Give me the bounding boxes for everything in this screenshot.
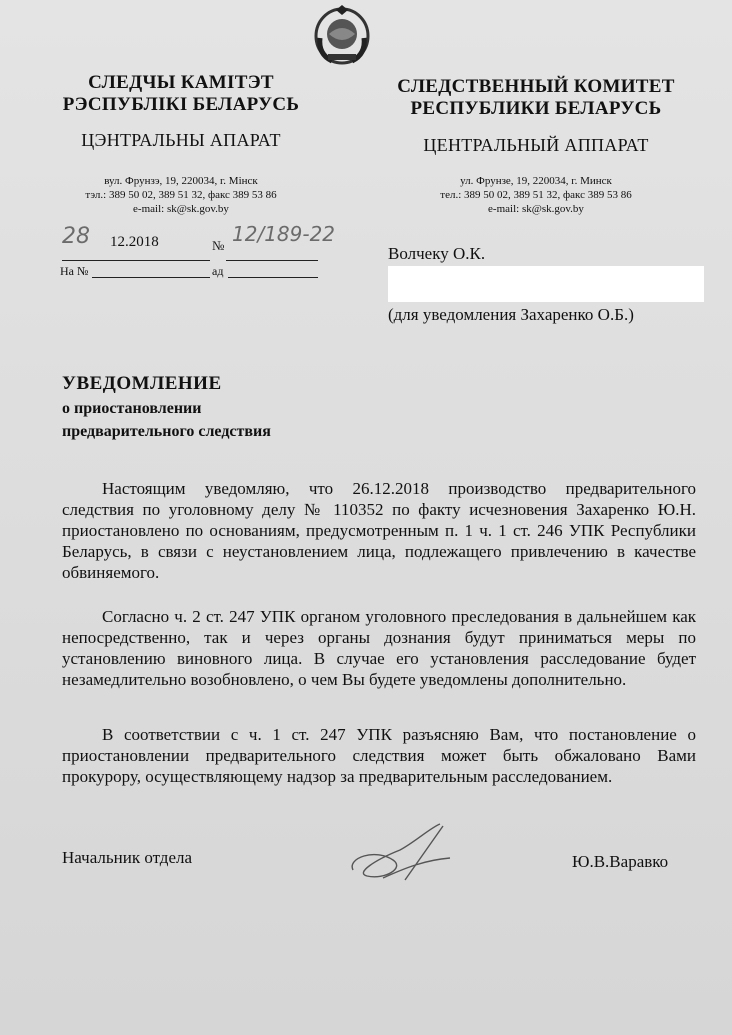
email-line: e-mail: sk@sk.gov.by	[133, 203, 229, 215]
body-paragraph-1: Настоящим уведомляю, что 26.12.2018 производство предварительного следствия по уголовному делу № 110352 по факту исчезновения Захаренко Ю.Н. приостановлено по основаниям, предусмотренным п. 1 ч. 1 ст. 246 УПК Республики Беларусь, в связи с неустановлением лица, подлежащего привлечению в качестве обвиняемого.	[62, 479, 696, 582]
date-printed: 12.2018	[110, 234, 159, 250]
recipient-note: (для уведомления Захаренко О.Б.)	[388, 305, 634, 324]
org-name-line1: СЛЕДЧЫ КАМІТЭТ	[88, 72, 274, 93]
number-handwritten: 12/189-22	[232, 222, 336, 246]
document-subtitle-line1: о приостановлении	[62, 400, 202, 417]
address-block-belarusian	[46, 174, 316, 216]
address-line: вул. Фрунзэ, 19, 220034, г. Мінск	[104, 175, 258, 187]
ref-underline	[92, 265, 210, 278]
handwritten-signature	[345, 820, 455, 885]
signer-name: Ю.В.Варавко	[572, 852, 669, 871]
ref-label: На №	[60, 264, 89, 278]
recipient-name: Волчеку О.К.	[388, 244, 486, 263]
redaction-box	[388, 266, 704, 302]
org-name-line2: РЭСПУБЛІКІ БЕЛАРУСЬ	[62, 94, 300, 115]
document-title: УВЕДОМЛЕНИЕ	[62, 373, 222, 394]
address-line: ул. Фрунзе, 19, 220034, г. Минск	[460, 175, 612, 187]
email-line: e-mail: sk@sk.gov.by	[488, 203, 584, 215]
address-block-russian	[386, 174, 686, 216]
org-name-line1: СЛЕДСТВЕННЫЙ КОМИТЕТ	[397, 76, 675, 97]
signer-position: Начальник отдела	[62, 848, 193, 867]
org-name-russian	[386, 76, 686, 120]
org-name-belarusian	[46, 72, 316, 116]
phones-line: тэл.: 389 50 02, 389 51 32, факс 389 53 86	[85, 189, 277, 201]
document-subtitle-line2: предварительного следствия	[62, 423, 271, 440]
apparat-russian: ЦЕНТРАЛЬНЫЙ АППАРАТ	[423, 135, 649, 155]
date-day-handwritten: 28	[62, 224, 90, 249]
from-underline	[228, 265, 318, 278]
number-label: №	[212, 238, 225, 253]
body-paragraph-3: В соответствии с ч. 1 ст. 247 УПК разъясняю Вам, что постановление о приостановлении предварительного следствия может быть обжаловано Вами прокурору, осуществляющему надзор за предварительным расследованием.	[62, 725, 696, 786]
apparat-belarusian: ЦЭНТРАЛЬНЫ АПАРАТ	[81, 130, 281, 150]
phones-line: тел.: 389 50 02, 389 51 32, факс 389 53 86	[440, 189, 632, 201]
org-name-line2: РЕСПУБЛИКИ БЕЛАРУСЬ	[410, 98, 662, 119]
state-emblem-icon	[310, 4, 374, 66]
number-underline	[226, 246, 318, 261]
from-label: ад	[212, 264, 224, 278]
body-paragraph-2: Согласно ч. 2 ст. 247 УПК органом уголовного преследования в дальнейшем как непосредственно, так и через органы дознания будут приниматься меры по установлению виновного лица. В случае его установления расследование будет незамедлительно возобновлено, о чем Вы будете уведомлены дополнительно.	[62, 607, 696, 689]
